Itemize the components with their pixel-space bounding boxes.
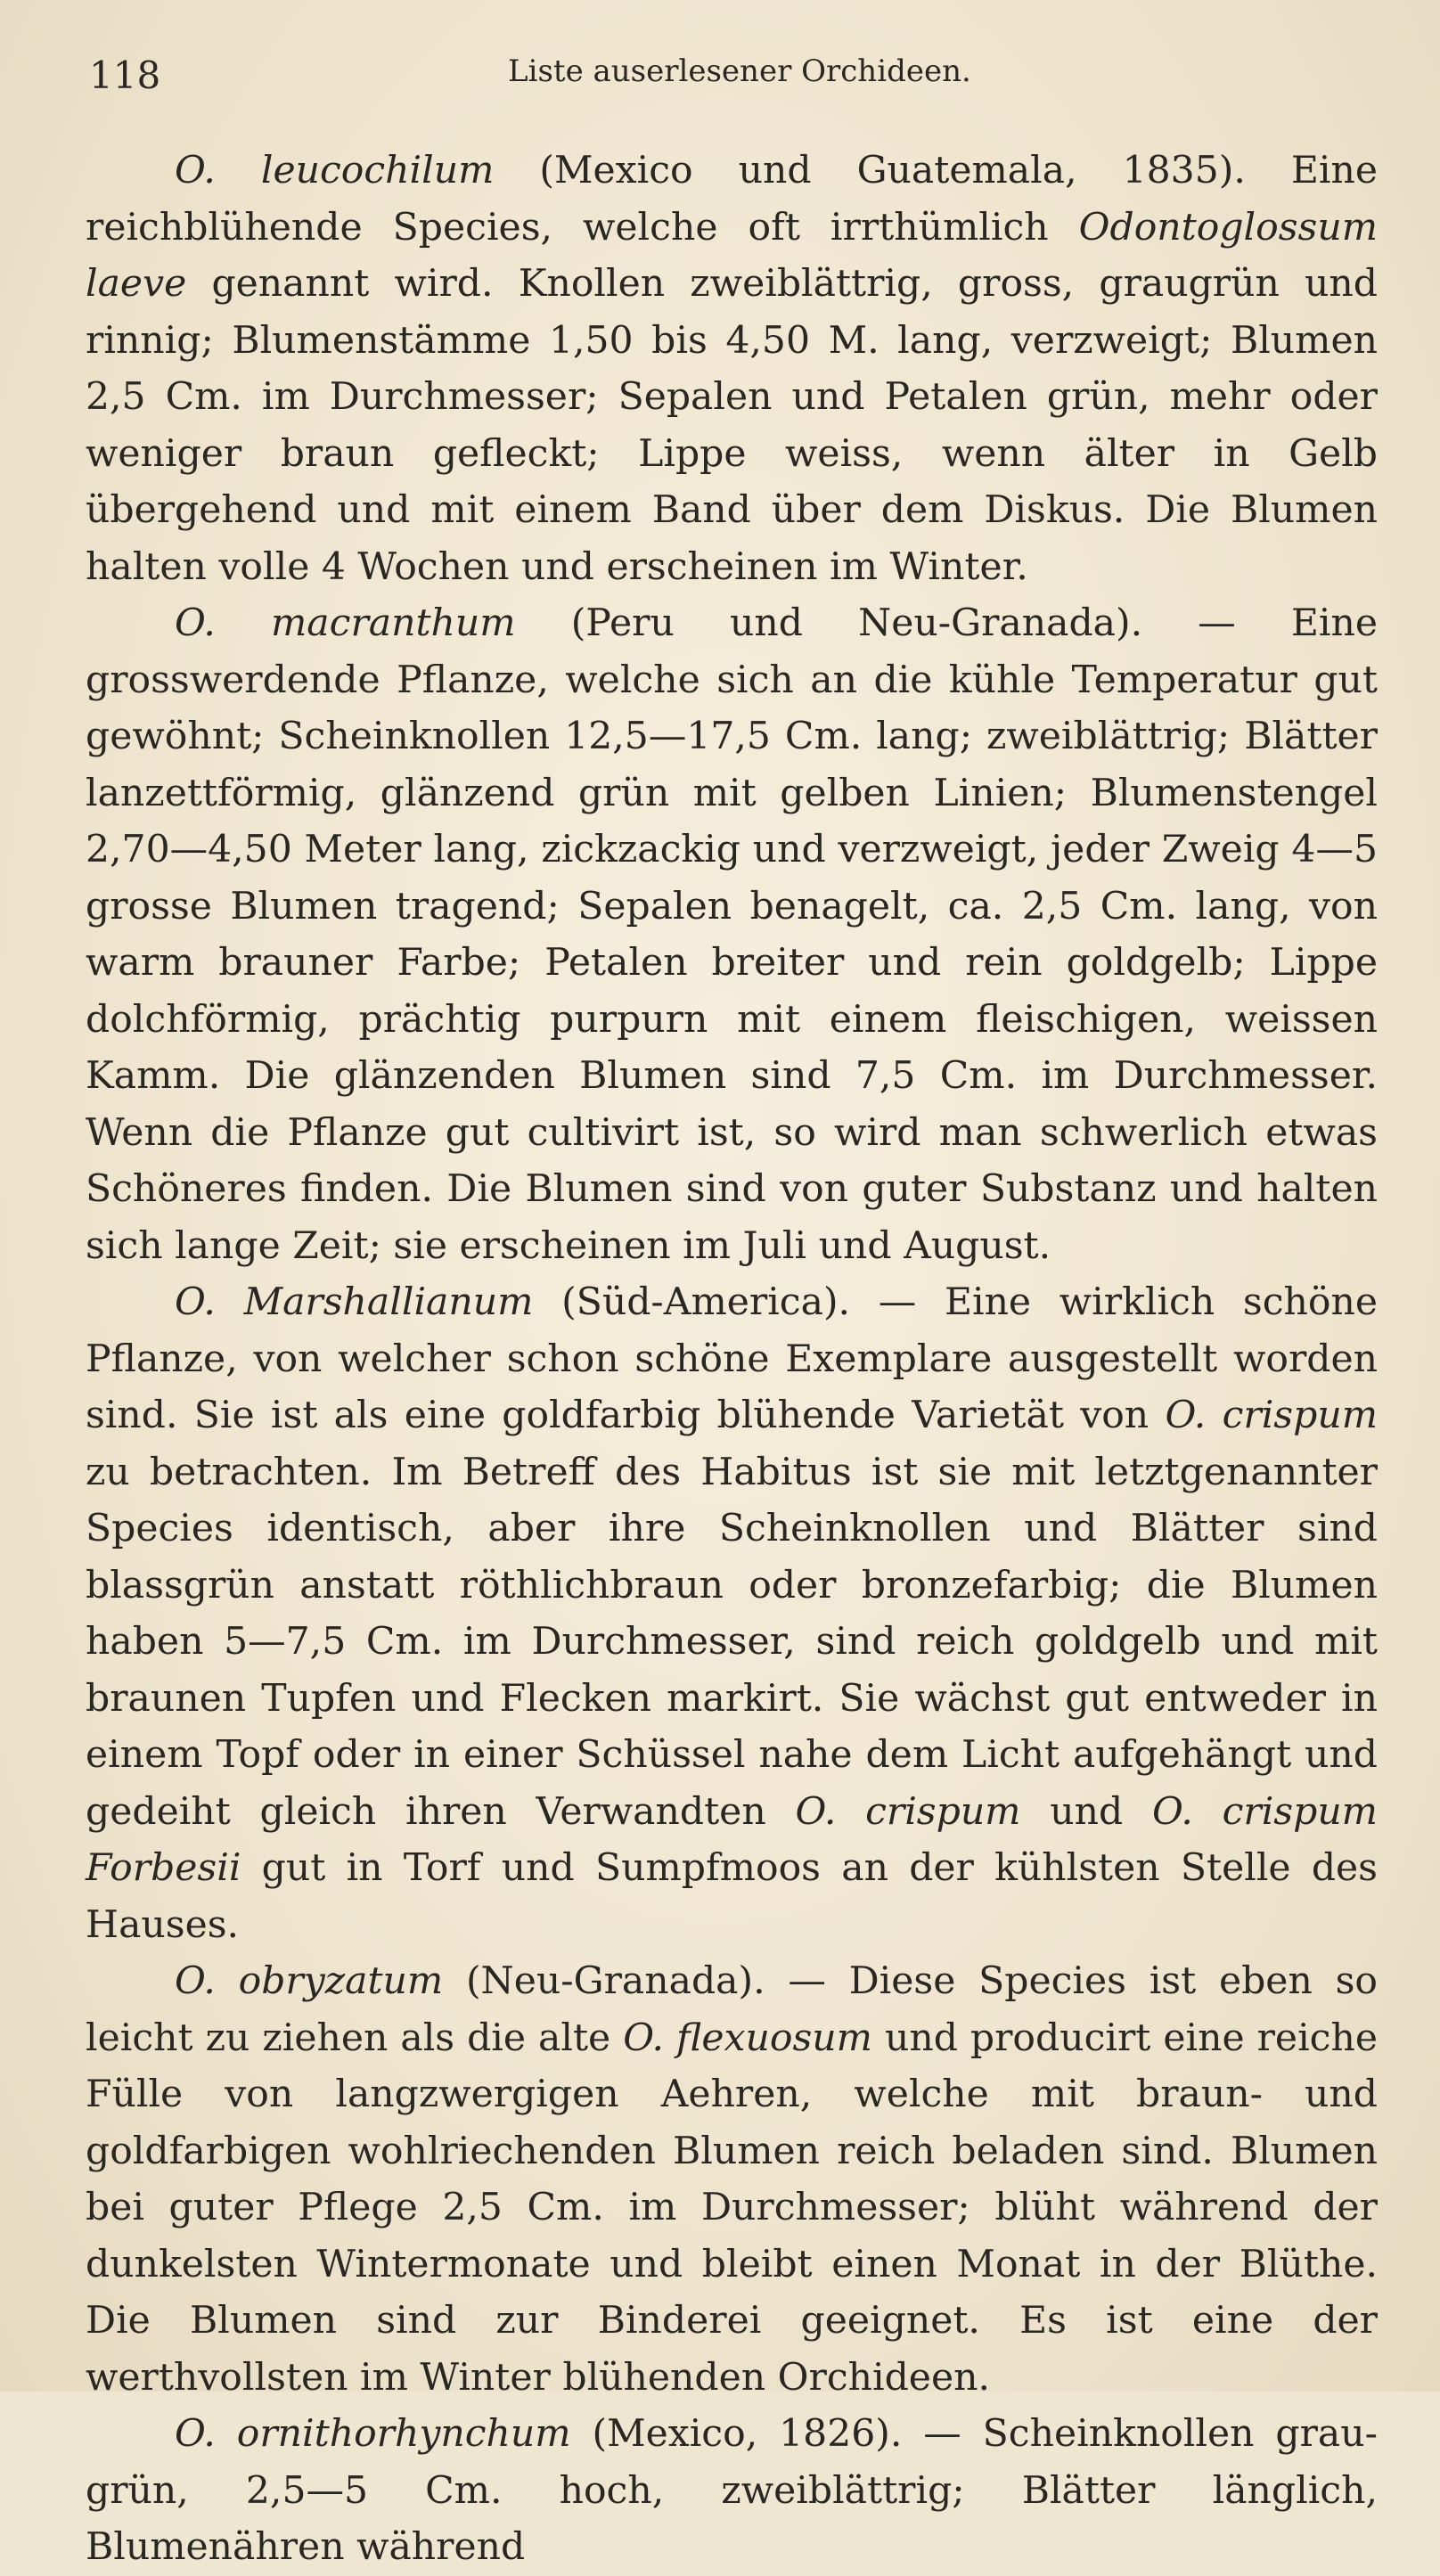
entry-macranthum (86, 595, 1378, 1274)
entry-marshallianum (86, 1274, 1378, 1953)
page-number: 118 (89, 53, 161, 97)
running-title: Liste auserlesener Orchideen. (508, 53, 971, 89)
species-name: O. macranthum (175, 601, 516, 645)
species-reference: Odontoglossum laeve (86, 205, 1378, 306)
entry-text: zu betrachten. Im Betreff des Habitus ist sie mit letztgenannter Species identisch, aber ihre Scheinknollen und Blätter sind blassgrün anstatt röthlichbraun oder bronzefarbig; die Blumen haben 5—7,5 Cm. im Durchmesser, sind reich goldgelb und mit braunen Tupfen und Flecken markirt. Sie wächst gut entweder in einem Topf oder in einer Schüssel nahe dem Licht aufgehängt und gedeiht gleich ihren Verwandten (86, 1450, 1378, 1834)
entry-obryzatum (86, 1953, 1378, 2406)
page-header (89, 53, 1360, 107)
entry-ornithorhynchum (86, 2406, 1378, 2576)
entry-text: (Neu-Granada). — Diese Species ist eben so leicht zu ziehen als die alte (86, 1959, 1378, 2060)
species-name: O. obryzatum (175, 1959, 444, 2003)
species-reference: O. flexuosum (623, 2016, 872, 2060)
entry-text: (Süd-America). — Eine wirklich schöne Pflanze, von welcher schon schöne Exemplare ausgestellt worden sind. Sie ist als eine goldfarbig blühende Varietät von (86, 1280, 1378, 1437)
body-text (86, 143, 1378, 2576)
entry-text: (Peru und Neu-Granada). — Eine grosswerdende Pflanze, welche sich an die kühle Temperatur gut gewöhnt; Scheinknollen 12,5—17,5 Cm. lang; zweiblättrig; Blätter lanzettförmig, glänzend grün mit gelben Linien; Blumenstengel 2,70—4,50 Meter lang, zickzackig und verzweigt, jeder Zweig 4—5 grosse Blumen tragend; Sepalen benagelt, ca. 2,5 Cm. lang, von warm brauner Farbe; Petalen breiter und rein goldgelb; Lippe dolchförmig, prächtig purpurn mit einem fleischigen, weissen Kamm. Die glänzenden Blumen sind 7,5 Cm. im Durchmesser. Wenn die Pflanze gut cultivirt ist, so wird man schwerlich etwas Schöneres finden. Die Blumen sind von guter Substanz und halten sich lange Zeit; sie erscheinen im Juli und August. (86, 601, 1378, 1268)
entry-text: und (1020, 1789, 1152, 1834)
entry-leucochilum (86, 143, 1378, 595)
species-reference: O. crispum (795, 1789, 1021, 1834)
species-name: O. Marshallianum (175, 1280, 534, 1324)
species-reference: O. crispum (1165, 1394, 1378, 1437)
entry-text: gut in Torf und Sumpfmoos an der kühlsten Stelle des Hauses. (86, 1846, 1378, 1947)
entry-text: genannt wird. Knollen zweiblättrig, gross, graugrün und rinnig; Blumenstämme 1,50 bis 4,50 M. lang, verzweigt; Blumen 2,5 Cm. im Durchmesser; Sepalen und Petalen grün, mehr oder weniger braun gefleckt; Lippe weiss, wenn älter in Gelb übergehend und mit einem Band über dem Diskus. Die Blumen halten volle 4 Wochen und erscheinen im Winter. (86, 262, 1378, 589)
entry-text: (Mexico, 1826). — Scheinknollen grau-grün, 2,5—5 Cm. hoch, zweiblättrig; Blätter länglich, Blumenähren während (86, 2412, 1378, 2569)
entry-text: (Mexico und Guatemala, 1835). Eine reichblühende Species, welche oft irrthümlich (86, 149, 1378, 249)
species-name: O. leucochilum (175, 149, 495, 192)
species-name: O. ornithorhynchum (175, 2412, 571, 2456)
species-reference: O. crispum Forbesii (86, 1789, 1378, 1890)
entry-text: und producirt eine reiche Fülle von langzwergigen Aehren, welche mit braun- und goldfarbigen wohlriechenden Blumen reich beladen sind. Blumen bei guter Pflege 2,5 Cm. im Durchmesser; blüht während der dunkelsten Wintermonate und bleibt einen Monat in der Blüthe. Die Blumen sind zur Binderei geeignet. Es ist eine der werthvollsten im Winter blühenden Orchideen. (86, 2016, 1378, 2400)
